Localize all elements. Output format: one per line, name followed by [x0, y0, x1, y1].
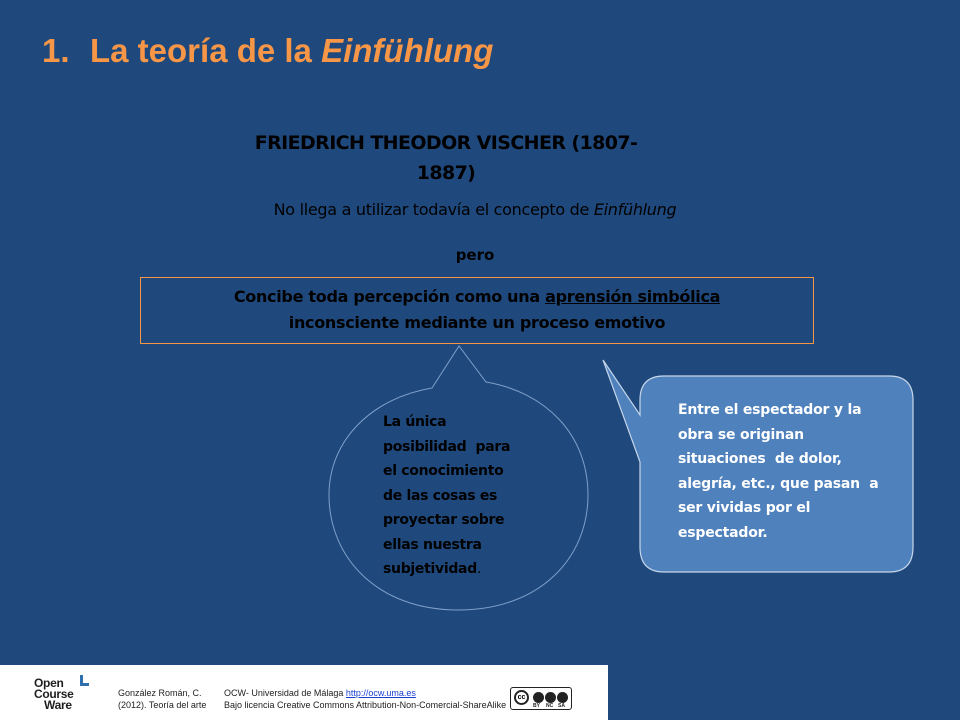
oval-callout-line: el conocimiento: [383, 463, 504, 479]
creative-commons-badge: [510, 687, 572, 710]
author-credit-line1: González Román, C.: [118, 688, 202, 698]
ocw-link[interactable]: http://ocw.uma.es: [345, 688, 416, 698]
box-callout-line: espectador.: [678, 524, 768, 541]
author-heading-line2: 1887): [416, 162, 476, 184]
author-credit-line2: (2012). Teoría del arte: [118, 700, 207, 710]
subline-prefix: No llega a utilizar todavía el concepto de: [273, 200, 594, 219]
nc-label: NC: [546, 703, 554, 709]
oval-callout-last-line: [383, 557, 543, 582]
oval-callout-line: posibilidad para: [383, 438, 511, 455]
author-heading-line1: FRIEDRICH THEODOR VISCHER (1807-: [254, 132, 638, 154]
oval-callout-line: La única: [383, 414, 447, 430]
box-callout-line: ser vividas por el: [678, 500, 811, 516]
box-callout-line: situaciones de dolor,: [678, 451, 842, 467]
author-credit: [118, 687, 206, 711]
cc-icon: cc: [514, 690, 529, 705]
subline-emphasis: Einfühlung: [593, 200, 677, 219]
concept-prefix: Concibe toda percepción como una: [233, 287, 546, 306]
concept-underlined: aprensión simbólica: [545, 287, 721, 306]
logo-line-course: Course: [34, 687, 74, 701]
sa-label: SA: [558, 703, 565, 709]
oval-callout-last-word: subjetividad: [383, 561, 477, 577]
concept-line2: inconsciente mediante un proceso emotivo: [288, 313, 666, 332]
footer-banner: [0, 665, 608, 720]
by-icon: [533, 692, 544, 703]
opencourseware-logo: [34, 676, 100, 716]
nc-icon: [545, 692, 556, 703]
license-line2: Bajo licencia Creative Commons Attribution-Non-Comercial-ShareAlike: [224, 700, 507, 710]
oval-callout-text: [383, 410, 543, 582]
sa-icon: [557, 692, 568, 703]
oval-callout-line: proyectar sobre: [383, 512, 505, 528]
logo-line-ware: Ware: [44, 698, 72, 712]
oval-callout-line: ellas nuestra: [383, 536, 482, 553]
conjunction-pero: pero: [455, 246, 495, 264]
license-credit: [224, 687, 506, 711]
by-label: BY: [533, 703, 540, 709]
title-prefix: La teoría de la: [90, 32, 322, 69]
license-prefix: OCW- Universidad de Málaga: [224, 688, 346, 698]
title-emphasis: Einfühlung: [321, 32, 494, 69]
oval-callout-period: .: [476, 561, 482, 577]
university-mark-icon: [78, 675, 90, 687]
logo-line-open: Open: [34, 676, 64, 690]
oval-callout-line: de las cosas es: [383, 487, 498, 504]
box-callout-line: alegría, etc., que pasan a: [678, 475, 879, 492]
box-callout-line: obra se originan: [678, 426, 804, 443]
box-callout-text: [678, 398, 918, 545]
title-number: 1.: [42, 32, 70, 69]
box-callout-line: Entre el espectador y la: [678, 402, 862, 418]
